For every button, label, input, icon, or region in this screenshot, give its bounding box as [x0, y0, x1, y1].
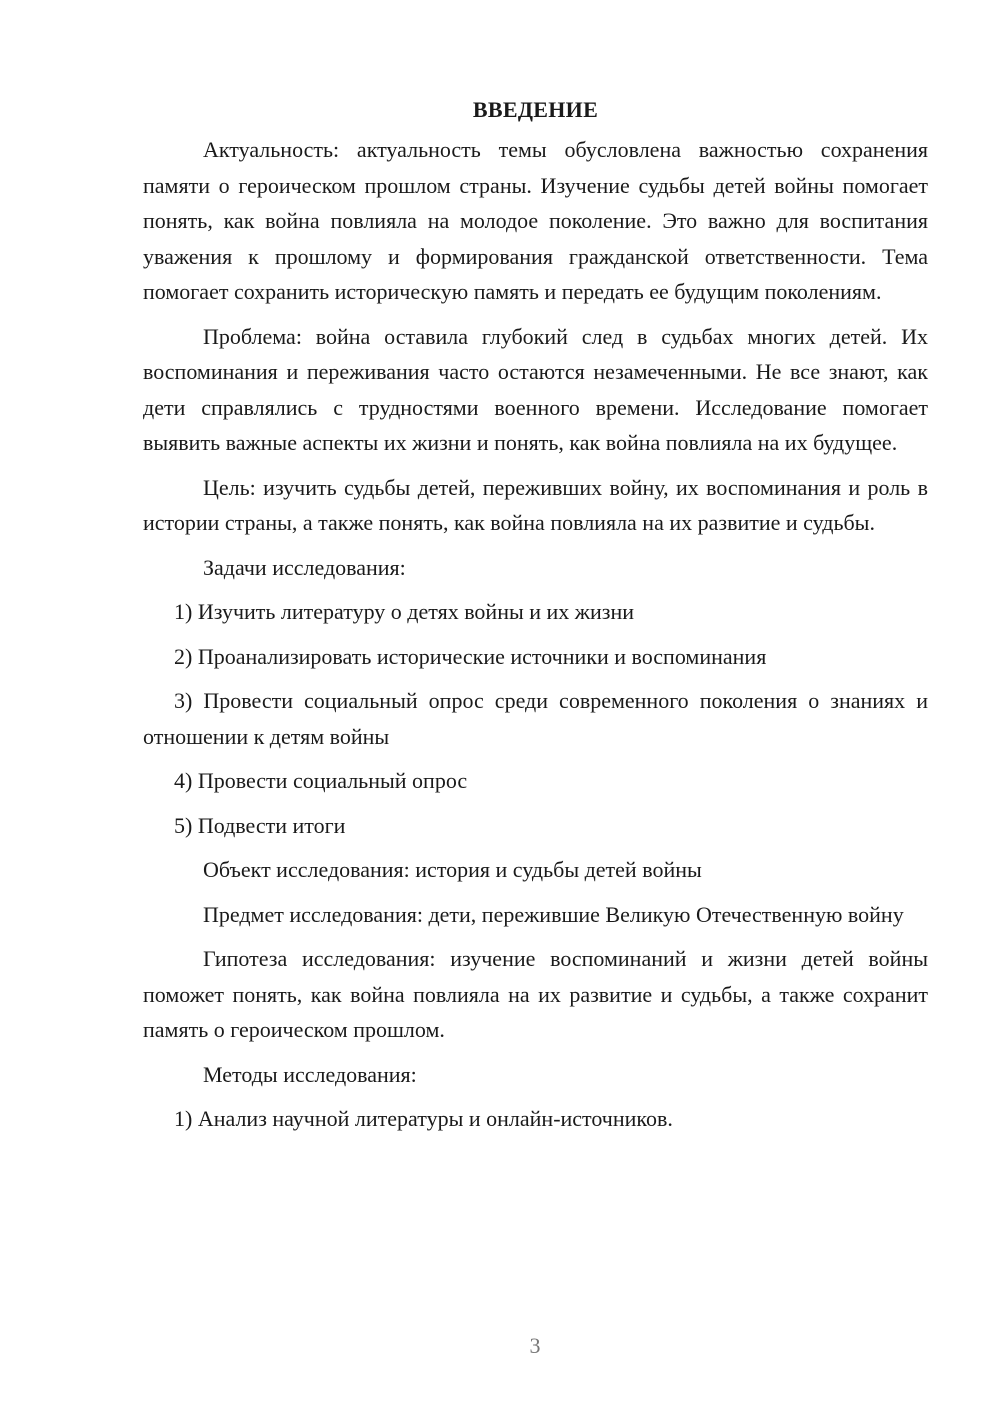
- methods-heading: Методы исследования:: [203, 1061, 417, 1087]
- page-number: 3: [529, 1333, 541, 1358]
- paragraph-subject: Предмет исследования: дети, пережившие Великую Отечественную войну: [203, 901, 904, 927]
- task-item-5: 5) Подвести итоги: [174, 812, 346, 838]
- paragraph-object: Объект исследования: история и судьбы детей войны: [203, 857, 702, 882]
- paragraph-relevance: Актуальность: актуальность темы обусловлена важностью сохранения памяти о героическом прошлом страны. Изучение судьбы детей войны помогает понять, как война повлияла на молодое поколение. Это важно для воспитания уважения к прошлому и формирования гражданской ответственности. Тема помогает сохранить историческую память и передать ее будущим поколениям.: [143, 137, 928, 304]
- paragraph-goal: Цель: изучить судьбы детей, переживших войну, их воспоминания и роль в истории страны, а также понять, как война повлияла на их развитие и судьбы.: [143, 474, 928, 535]
- task-item-2: 2) Проанализировать исторические источники и воспоминания: [174, 643, 767, 669]
- page-title: ВВЕДЕНИЕ: [472, 97, 599, 122]
- paragraph-hypothesis: Гипотеза исследования: изучение воспоминаний и жизни детей войны поможет понять, как война повлияла на их развитие и судьбы, а также сохранит память о героическом прошлом.: [143, 946, 928, 1042]
- task-item-4: 4) Провести социальный опрос: [174, 768, 468, 793]
- method-item-1: 1) Анализ научной литературы и онлайн-источников.: [174, 1106, 673, 1131]
- tasks-heading: Задачи исследования:: [203, 554, 406, 580]
- task-item-3: 3) Провести социальный опрос среди современного поколения о знаниях и отношении к детям войны: [143, 688, 928, 749]
- document-page: [143, 92, 928, 1146]
- paragraph-problem: Проблема: война оставила глубокий след в судьбах многих детей. Их воспоминания и переживания часто остаются незамеченными. Не все знают, как дети справлялись с трудностями военного времени. Исследование помогает выявить важные аспекты их жизни и понять, как война повлияла на их будущее.: [143, 323, 928, 455]
- task-item-1: 1) Изучить литературу о детях войны и их жизни: [174, 599, 635, 624]
